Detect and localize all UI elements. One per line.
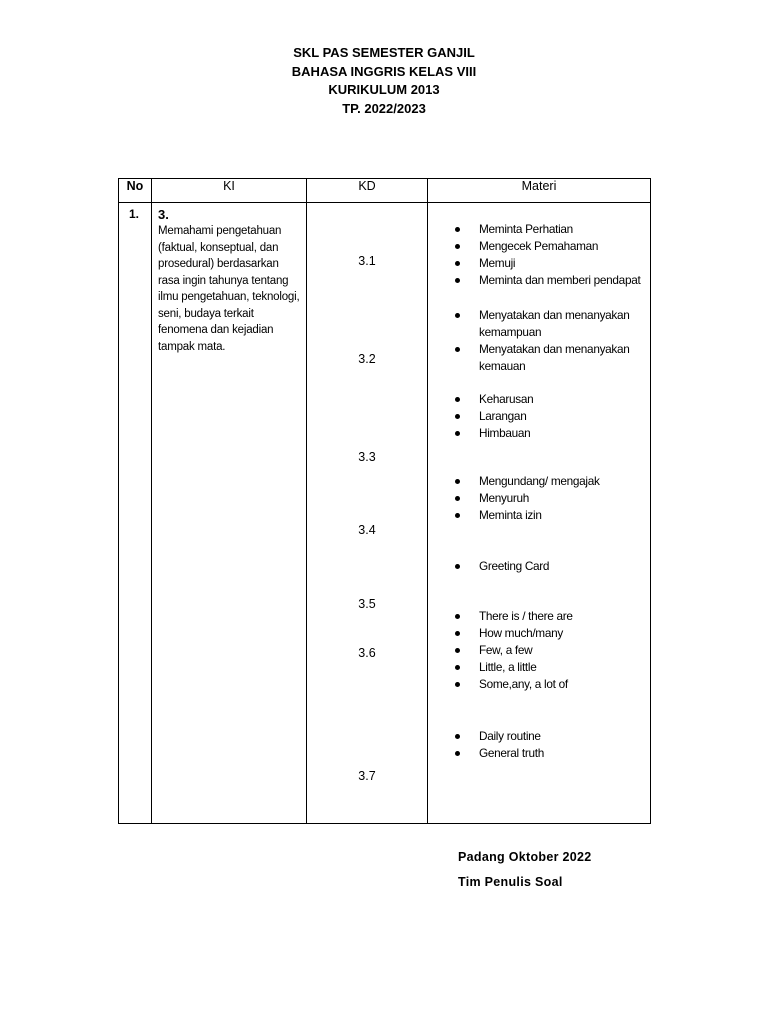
list-item: Some,any, a lot of — [428, 676, 650, 693]
list-item: Memuji — [428, 255, 650, 272]
kd-item: 3.4 — [358, 523, 376, 537]
document-title — [0, 44, 768, 118]
cell-ki — [152, 203, 307, 824]
list-item: Meminta Perhatian — [428, 221, 650, 238]
list-item: Mengecek Pemahaman — [428, 238, 650, 255]
list-item: Menyatakan dan menanyakan kemauan — [428, 341, 650, 375]
title-line-1: SKL PAS SEMESTER GANJIL — [293, 45, 475, 60]
list-item: Daily routine — [428, 728, 650, 745]
col-header-kd: KD — [307, 179, 428, 203]
col-header-ki: KI — [152, 179, 307, 203]
materi-group — [428, 307, 650, 375]
kd-item: 3.5 — [358, 597, 376, 611]
cell-kd — [307, 203, 428, 824]
table-row — [119, 203, 651, 824]
materi-group — [428, 391, 650, 442]
materi-group — [428, 728, 650, 762]
cell-materi — [428, 203, 651, 824]
title-line-4: TP. 2022/2023 — [342, 100, 426, 116]
materi-group — [428, 473, 650, 524]
list-item: How much/many — [428, 625, 650, 642]
list-item: Menyuruh — [428, 490, 650, 507]
cell-no — [119, 203, 152, 824]
list-item: Greeting Card — [428, 558, 650, 575]
list-item: There is / there are — [428, 608, 650, 625]
list-item: General truth — [428, 745, 650, 762]
materi-group — [428, 221, 650, 289]
kd-item: 3.7 — [358, 769, 376, 783]
row-number: 1. — [129, 207, 140, 221]
list-item: Meminta dan memberi pendapat — [428, 272, 650, 289]
list-item: Few, a few — [428, 642, 650, 659]
list-item: Keharusan — [428, 391, 650, 408]
title-line-2: BAHASA INGGRIS KELAS VIII — [291, 63, 477, 79]
table-header-row — [119, 179, 651, 203]
col-header-no: No — [119, 179, 152, 203]
title-line-3: KURIKULUM 2013 — [328, 82, 440, 97]
materi-group — [428, 608, 650, 693]
list-item: Meminta izin — [428, 507, 650, 524]
kd-item: 3.3 — [358, 450, 376, 464]
signature-place-date: Padang Oktober 2022 — [458, 850, 592, 864]
signature-author: Tim Penulis Soal — [458, 875, 563, 889]
list-item: Larangan — [428, 408, 650, 425]
kd-item: 3.2 — [358, 352, 376, 366]
list-item: Mengundang/ mengajak — [428, 473, 650, 490]
list-item: Menyatakan dan menanyakan kemampuan — [428, 307, 650, 341]
list-item: Himbauan — [428, 425, 650, 442]
ki-description: Memahami pengetahuan (faktual, konseptual, dan prosedural) berdasarkan rasa ingin tahunya tentang ilmu pengetahuan, teknologi, seni, budaya terkait fenomena dan kejadian tampak mata. — [158, 225, 300, 353]
kd-item: 3.6 — [358, 646, 376, 660]
list-item: Little, a little — [428, 659, 650, 676]
materi-group — [428, 558, 650, 575]
ki-code: 3. — [158, 207, 169, 222]
skl-table — [118, 178, 651, 824]
col-header-materi: Materi — [428, 179, 651, 203]
kd-item: 3.1 — [358, 254, 376, 268]
